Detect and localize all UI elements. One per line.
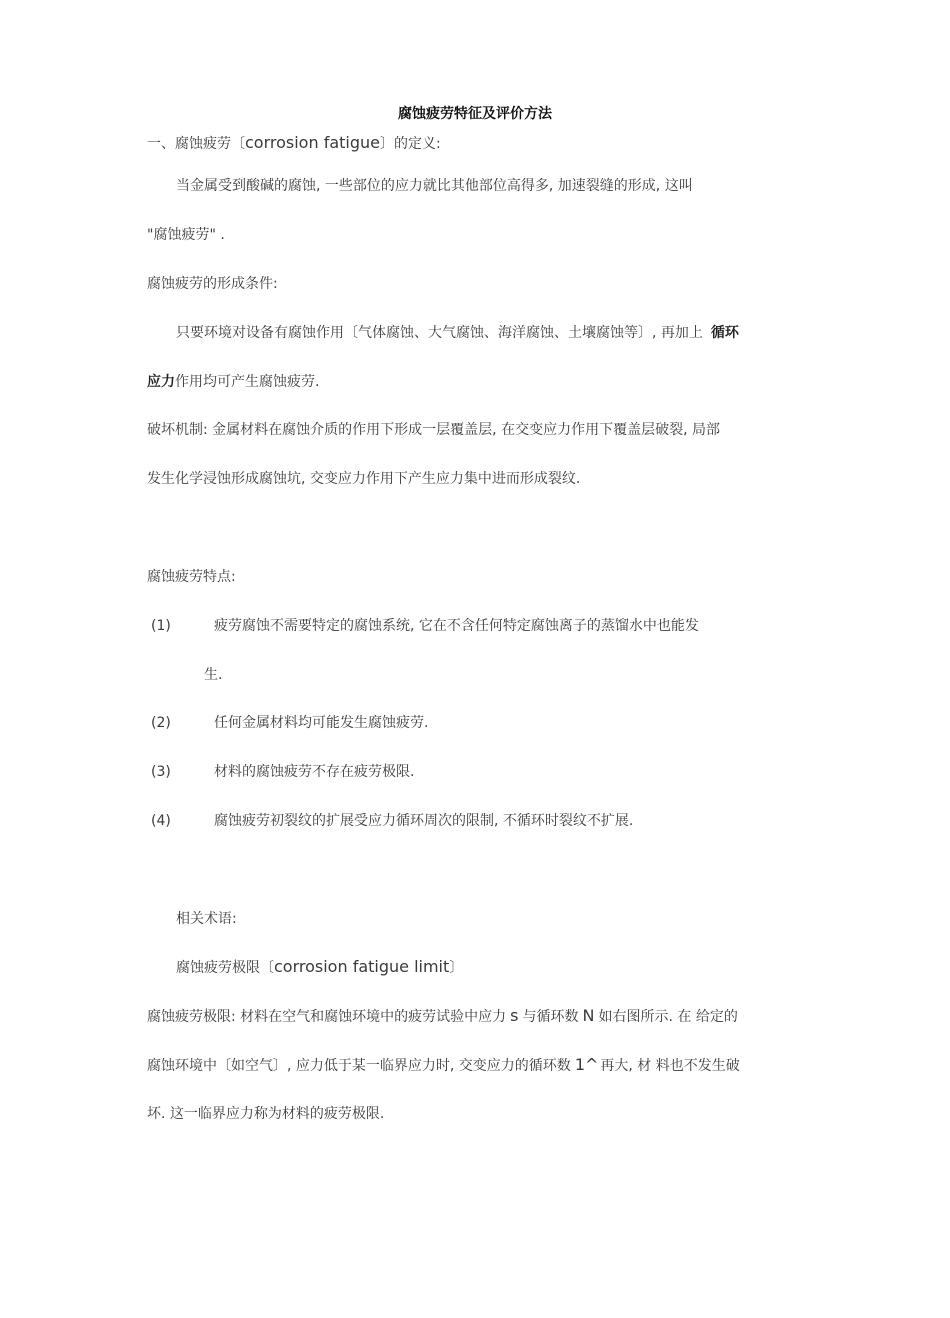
definition-line-2: "腐蚀疲劳" .: [147, 227, 225, 243]
symbol-n: N: [582, 1006, 595, 1025]
feature-number: (1): [151, 618, 171, 634]
limit-text-c: 如右图所示. 在 给定的: [598, 1009, 738, 1025]
formation-text: 只要环境对设备有腐蚀作用〔气体腐蚀、大气腐蚀、海洋腐蚀、土壤腐蚀等〕, 再加上: [176, 325, 703, 341]
terms-heading: 相关术语:: [176, 911, 237, 927]
limit-text-d: 腐蚀环境中〔如空气〕, 应力低于某一临界应力时, 交变应力的循环数: [147, 1058, 571, 1074]
formation-bold-term: 循环: [710, 325, 739, 341]
limit-text-a: 腐蚀疲劳极限: 材料在空气和腐蚀环境中的疲劳试验中应力: [147, 1009, 507, 1025]
limit-line-1: [147, 1006, 738, 1027]
formation-heading: 腐蚀疲劳的形成条件:: [147, 276, 278, 292]
formation-text-cont: 作用均可产生腐蚀疲劳.: [175, 374, 320, 390]
symbol-s: s: [510, 1006, 519, 1025]
definition-line-1: 当金属受到酸碱的腐蚀, 一些部位的应力就比其他部位高得多, 加速裂缝的形成, 这叫: [176, 178, 693, 194]
term-corrosion-fatigue-limit: [176, 957, 463, 978]
formation-line-1: [176, 323, 739, 343]
feature-number: (3): [151, 764, 171, 780]
feature-item-4: 腐蚀疲劳初裂纹的扩展受应力循环周次的限制, 不循环时裂纹不扩展.: [214, 813, 634, 829]
document-title: 腐蚀疲劳特征及评价方法: [398, 106, 552, 122]
term-prefix: 腐蚀疲劳极限〔: [176, 960, 274, 976]
heading-english-term: corrosion fatigue: [245, 133, 380, 152]
limit-text-b: 与循环数: [522, 1009, 579, 1025]
symbol-caret: 1^: [574, 1055, 599, 1074]
feature-item-3: 材料的腐蚀疲劳不存在疲劳极限.: [214, 764, 415, 780]
section-heading-definition: [147, 133, 441, 154]
formation-line-2: [147, 372, 319, 392]
feature-item-1-cont: 生.: [204, 667, 223, 683]
limit-line-3: 坏. 这一临界应力称为材料的疲劳极限.: [147, 1106, 385, 1122]
feature-number: (4): [151, 813, 171, 829]
features-heading: 腐蚀疲劳特点:: [147, 569, 236, 585]
heading-suffix: 〕的定义:: [380, 136, 441, 152]
formation-bold-term-cont: 应力: [147, 374, 175, 390]
term-suffix: 〕: [449, 960, 464, 976]
feature-item-2: 任何金属材料均可能发生腐蚀疲劳.: [214, 715, 429, 731]
feature-item-1: 疲劳腐蚀不需要特定的腐蚀系统, 它在不含任何特定腐蚀离子的蒸馏水中也能发: [214, 618, 699, 634]
term-english: corrosion fatigue limit: [274, 957, 450, 976]
mechanism-line-1: 破坏机制: 金属材料在腐蚀介质的作用下形成一层覆盖层, 在交变应力作用下覆盖层破裂, 局部: [147, 422, 720, 438]
limit-line-2: [147, 1055, 740, 1076]
heading-prefix: 一、腐蚀疲劳〔: [147, 136, 245, 152]
mechanism-line-2: 发生化学浸蚀形成腐蚀坑, 交变应力作用下产生应力集中进而形成裂纹.: [147, 471, 581, 487]
limit-text-e: 再大, 材 料也不发生破: [600, 1058, 740, 1074]
feature-number: (2): [151, 715, 171, 731]
